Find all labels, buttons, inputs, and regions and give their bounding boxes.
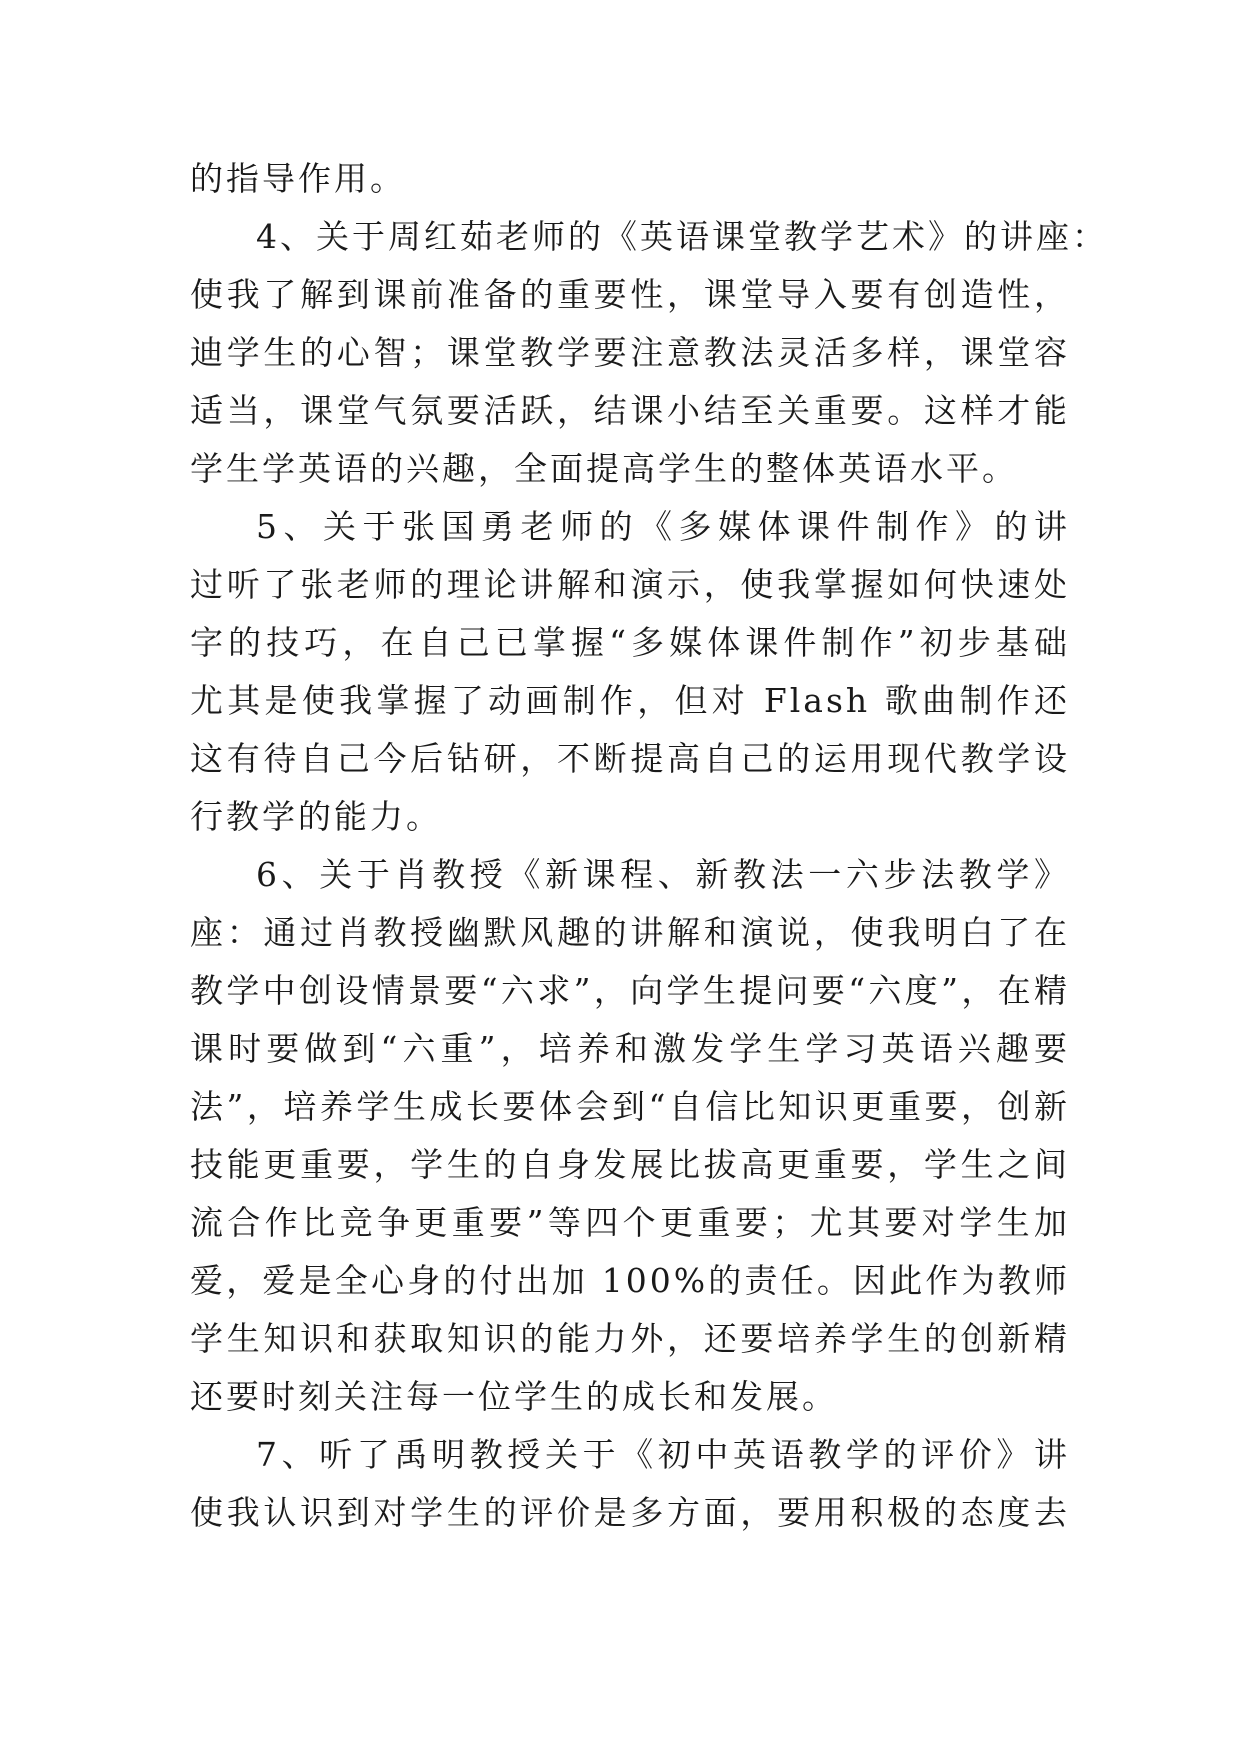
- text-line: 使我认识到对学生的评价是多方面，要用积极的态度去: [190, 1493, 1070, 1532]
- text-line: 这有待自己今后钻研，不断提高自己的运用现代教学设: [190, 739, 1070, 778]
- text-line: 爱，爱是全心身的付出加 100%的责任。因此作为教师: [190, 1261, 1070, 1300]
- paragraph-first-line: 4、关于周红茹老师的《英语课堂教学艺术》的讲座：: [256, 217, 1108, 256]
- text-line: 技能更重要，学生的自身发展比拔高更重要，学生之间: [190, 1145, 1070, 1184]
- text-line: 尤其是使我掌握了动画制作，但对 Flash 歌曲制作还: [190, 681, 1070, 720]
- text-line: 流合作比竞争更重要”等四个更重要；尤其要对学生加: [190, 1203, 1070, 1242]
- text-line: 过听了张老师的理论讲解和演示，使我掌握如何快速处: [190, 565, 1070, 604]
- text-line: 教学中创设情景要“六求”，向学生提问要“六度”，在精: [190, 971, 1070, 1010]
- text-line: 课时要做到“六重”，培养和激发学生学习英语兴趣要: [190, 1029, 1070, 1068]
- paragraph-first-line: 7、听了禹明教授关于《初中英语教学的评价》讲: [256, 1435, 1070, 1474]
- body-text: [190, 150, 1108, 1542]
- text-line: 还要时刻关注每一位学生的成长和发展。: [190, 1377, 838, 1416]
- text-line: 学生学英语的兴趣，全面提高学生的整体英语水平。: [190, 449, 1018, 488]
- text-line: 迪学生的心智；课堂教学要注意教法灵活多样，课堂容: [190, 333, 1070, 372]
- text-line: 的指导作用。: [190, 159, 406, 198]
- text-line: 字的技巧，在自己已掌握“多媒体课件制作”初步基础: [190, 623, 1070, 662]
- text-line: 学生知识和获取知识的能力外，还要培养学生的创新精: [190, 1319, 1070, 1358]
- paragraph-first-line: 5、关于张国勇老师的《多媒体课件制作》的讲: [256, 507, 1070, 546]
- text-line: 行教学的能力。: [190, 797, 442, 836]
- text-line: 使我了解到课前准备的重要性，课堂导入要有创造性，: [190, 275, 1070, 314]
- text-line: 座：通过肖教授幽默风趣的讲解和演说，使我明白了在: [190, 913, 1070, 952]
- text-line: 法”，培养学生成长要体会到“自信比知识更重要，创新: [190, 1087, 1070, 1126]
- paragraph-first-line: 6、关于肖教授《新课程、新教法一六步法教学》: [256, 855, 1070, 894]
- text-line: 适当，课堂气氛要活跃，结课小结至关重要。这样才能: [190, 391, 1070, 430]
